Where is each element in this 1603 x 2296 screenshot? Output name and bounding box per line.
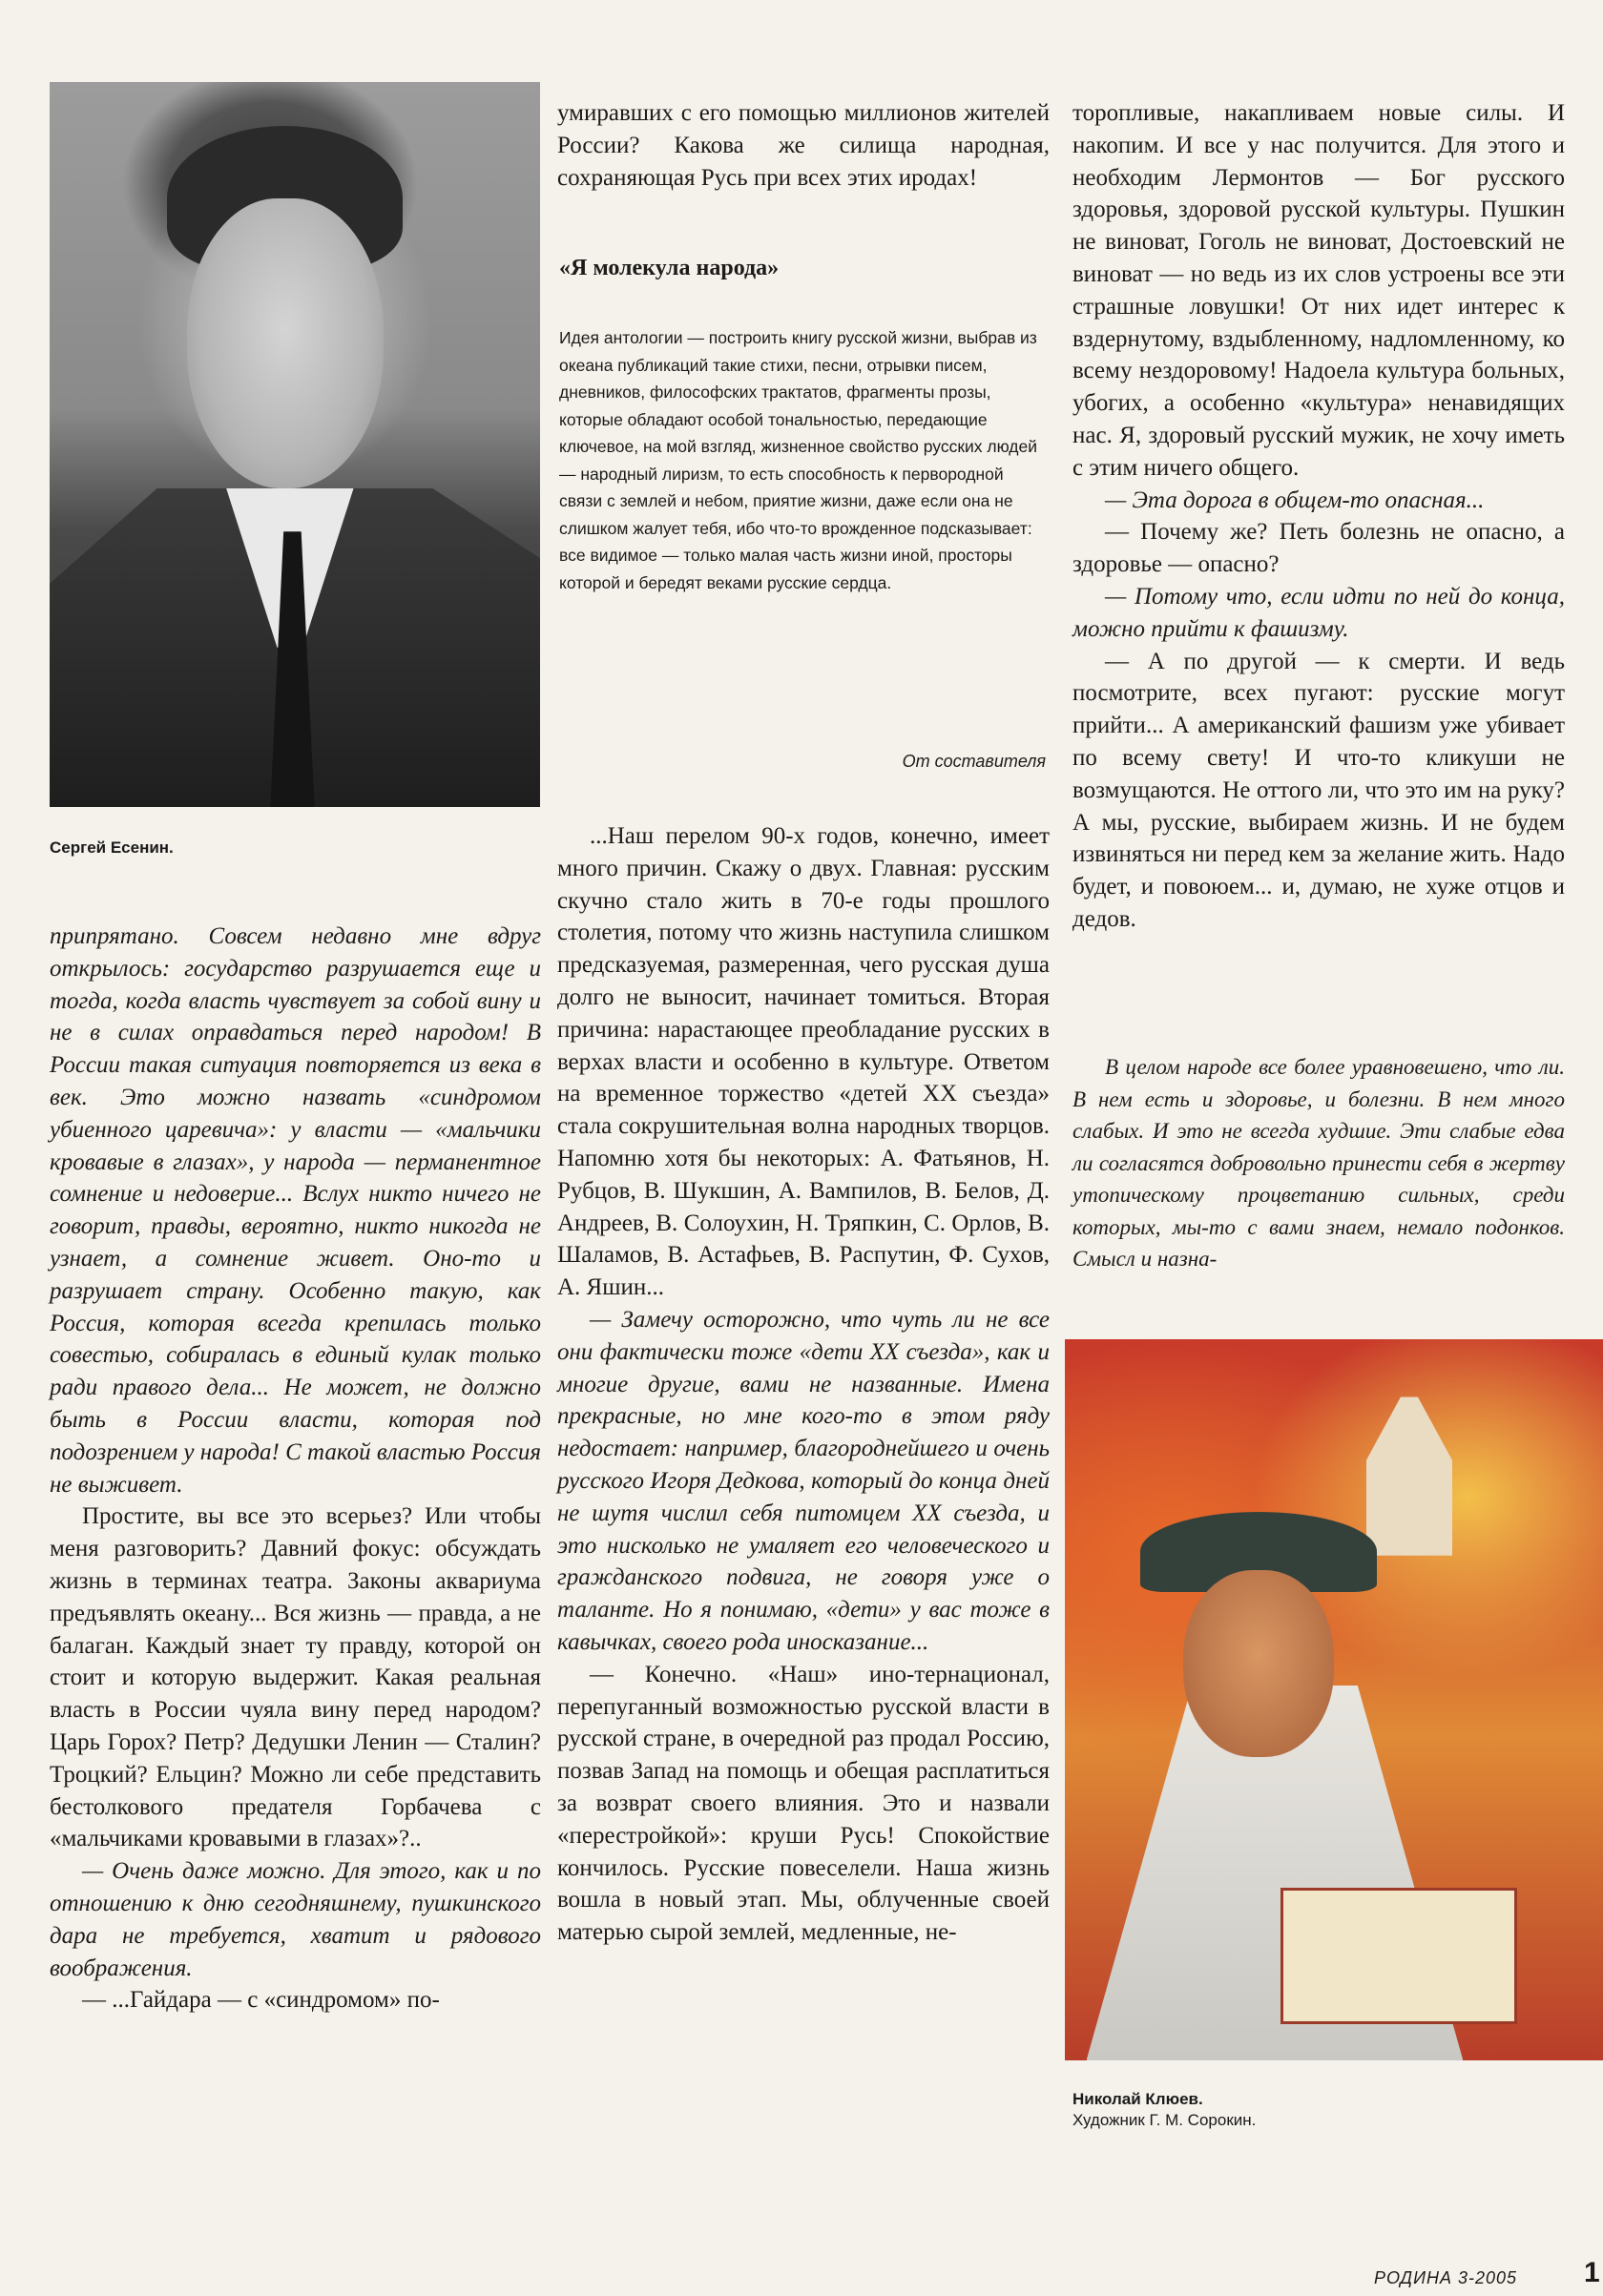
page-number: 1 [1584, 2257, 1600, 2288]
article-column-1 [50, 920, 541, 2017]
paragraph: — Замечу осторожно, что чуть ли не все они фактически тоже «дети XX съезда», как и многие другие, вами не названные. Имена прекрасные, но мне кого-то в этом ряду недостает: например, благороднейшего и очень русского Игоря Дедкова, который до конца дней не шутя числил себя питомцем XX съезда, и это нисколько не умаляет его человеческого и гражданского подвига, не говоря уже о таланте. Но я понимаю, «дети» у вас тоже в кавычках, своего рода иносказание... [557, 1306, 1050, 1655]
article-column-3-italic [1072, 1051, 1565, 1275]
paragraph: — А по другой — к смерти. И ведь посмотрите, всех пугают: русские могут прийти... А американский фашизм уже убивает по всему свету! И что-то кликуши не возмущаются. Не оттого ли, что это им на руку? А мы, русские, выбираем жизнь. И не будем извиняться ни перед кем за желание жить. Надо будет, и повоюем... и, думаю, не хуже отцов и дедов. [1072, 648, 1565, 932]
paragraph: — Очень даже можно. Для этого, как и по отношению к дню сегодняшнему, пушкинского дара не требуется, хватит и рядового воображения. [50, 1858, 541, 1981]
painting-klyuev [1065, 1339, 1603, 2060]
article-column-3 [1072, 97, 1565, 936]
anthology-text: Идея антологии — построить книгу русской жизни, выбрав из океана публикаций такие стихи, песни, отрывки писем, дневников, философских трактатов, фрагменты прозы, которые обладают особой тональностью, передающие ключевое, на мой взгляд, жизненное свойство русских людей — народный лиризм, то есть способность к первородной связи с землей и небом, приятие жизни, даже если она не слишком жалует тебя, ибо что-то врожденное подсказывает: все видимое — только малая часть жизни иной, просторы которой и бередят веками русские сердца. [559, 328, 1038, 592]
anthology-signature: От составителя [902, 752, 1046, 771]
article-column-2 [557, 820, 1050, 1949]
paragraph: — Потому что, если идти по ней до конца, можно прийти к фашизму. [1072, 583, 1565, 642]
paragraph: торопливые, накапливаем новые силы. И накопим. И все у нас получится. Для этого и необходим Лермонтов — Бог русского здоровья, здоровой русской культуры. Пушкин не виноват, Гоголь не виноват, Достоевский не виноват — но ведь из их слов устроены все эти страшные ловушки! От них идет интерес к вздернутому, вздыбленному, надломленному, ко всему нездоровому! Надоела культура больных, убогих, а особенно «культура» ненавидящих нас. Я, здоровый русский мужик, не хочу иметь с этим ничего общего. [1072, 100, 1565, 481]
paragraph: — Почему же? Петь болезнь не опасно, а здоровье — опасно? [1072, 519, 1565, 578]
section-heading: «Я молекула народа» [559, 256, 780, 280]
journal-footer: РОДИНА 3-2005 [1374, 2268, 1517, 2287]
paragraph: умиравших с его помощью миллионов жителей России? Какова же силища народная, сохраняющая Русь при всех этих иродах! [557, 100, 1050, 191]
portrait-photo-esenin [50, 82, 540, 807]
paragraph: ...Наш перелом 90-х годов, конечно, имеет много причин. Скажу о двух. Главная: русским скучно стало жить в 70-е годы прошлого столетия, потому что жизнь наступила слишком предсказуемая, размеренная, чего русская душа долго не выносит, начинает томиться. Вторая причина: нарастающее преобладание русских в верхах власти и особенно в культуре. Ответом на временное торжество «детей XX съезда» стала сокрушительная волна народных творцов. Напомню хотя бы некоторых: А. Фатьянов, Н. Рубцов, В. Шукшин, А. Вампилов, В. Белов, Д. Андреев, В. Солоухин, Н. Тряпкин, С. Орлов, В. Шаламов, В. Астафьев, В. Распутин, Ф. Сухов, А. Яшин... [557, 823, 1050, 1301]
article-column-2-top [557, 97, 1050, 194]
paragraph: — Эта дорога в общем-то опасная... [1105, 486, 1485, 513]
anthology-sidebar [559, 324, 1046, 596]
caption-klyuev: Николай Клюев. Художник Г. М. Сорокин. [1072, 2090, 1257, 2129]
caption-esenin: Сергей Есенин. [50, 838, 174, 857]
paragraph: припрятано. Совсем недавно мне вдруг открылось: государство разрушается еще и тогда, когда власть чувствует за собой вину и не в силах оправдаться перед народом! В России такая ситуация повторяется из века в век. Это можно назвать «синдромом убиенного царевича»: у власти — «мальчики кровавые в глазах», у народа — перманентное сомнение и недоверие... Вслух никто ничего не говорит, правды, вероятно, никто никогда не узнает, а сомнение живет. Оно-то и разрушает страну. Особенно такую, как Россия, которая всегда крепилась только совестью, собиралась в единый кулак только ради правого дела... Не может, не должно быть в России власти, которая под подозрением у народа! С такой властью Россия не выживет. [50, 923, 541, 1498]
paragraph: — Конечно. «Наш» ино-тернационал, перепуганный возможностью русской власти в русской стране, в очередной раз продал Россию, позвав Запад на помощь и обещая расплатиться за возврат своего влияния. Это и назвали «перестройкой»: круши Русь! Спокойствие кончилось. Русские повеселели. Наша жизнь вошла в новый этап. Мы, облученные своей матерью сырой землей, медленные, не- [557, 1661, 1050, 1946]
paragraph: — ...Гайдара — с «синдромом» по- [82, 1987, 440, 2014]
paragraph: Простите, вы все это всерьез? Или чтобы меня разговорить? Давний фокус: обсуждать жизнь в терминах театра. Законы аквариума предъявлять океану... Вся жизнь — правда, а не балаган. Каждый знает ту правду, которой он стоит и которую выдержит. Какая реальная власть в России чуяла вину перед народом? Царь Горох? Петр? Дедушки Ленин — Сталин? Троцкий? Ельцин? Можно ли себе представить бестолкового предателя Горбачева с «мальчиками кровавыми в глазах»?.. [50, 1503, 541, 1852]
paragraph: В целом народе все более уравновешено, что ли. В нем есть и здоровье, и болезни. В нем много слабых. И это не всегда худшие. Эти слабые едва ли согласятся добровольно принести себя в жертву утопическому процветанию сильных, среди которых, мы-то с вами знаем, немало подонков. Смысл и назна- [1072, 1055, 1565, 1271]
